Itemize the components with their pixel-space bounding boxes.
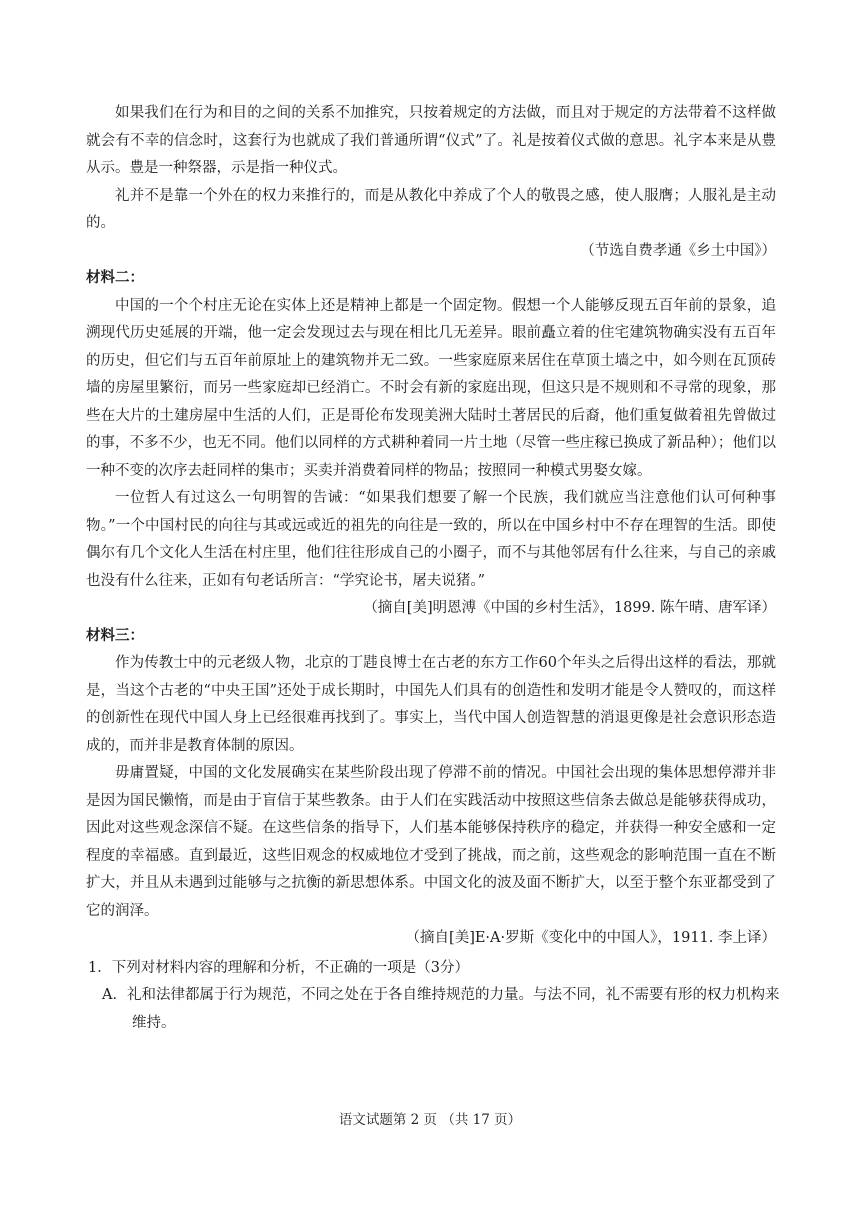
material2-source: （摘自[美]明恩溥《中国的乡村生活》，1899. 陈午晴、唐军译） [363, 600, 776, 616]
document-body [86, 100, 780, 1037]
material3-source: （摘自[美]E·A·罗斯《变化中的中国人》，1911. 李上译） [405, 930, 776, 946]
question-1-option-a: A．礼和法律都属于行为规范，不同之处在于各自维持规范的力量。与法不同，礼不需要有形的权力机构来维持。 [102, 987, 780, 1031]
question-1-stem: 1．下列对材料内容的理解和分析，不正确的一项是（3分） [88, 959, 469, 976]
page-footer: 语文试题第 2 页 （共 17 页） [338, 1112, 522, 1128]
material2-heading: 材料二： [86, 270, 144, 286]
material3-paragraph-1: 作为传教士中的元老级人物，北京的丁韪良博士在古老的东方工作60个年头之后得出这样的看法，那就是，当这个古老的“中央王国”还处于成长期时，中国先人们具有的创造性和发明才能是令人赞叹的，而这样的创新性在现代中国人身上已经很难再找到了。事实上，当代中国人创造智慧的消退更像是社会意识形态造成的，而并非是教育体制的原因。 [86, 655, 776, 754]
material2-paragraph-1: 中国的一个个村庄无论在实体上还是精神上都是一个固定物。假想一个人能够反现五百年前的景象，追溯现代历史延展的开端，他一定会发现过去与现在相比几无差异。眼前矗立着的住宅建筑物确实没有五百年的历史，但它们与五百年前原址上的建筑物并无二致。一些家庭原来居住在草顶土墙之中，如今则在瓦顶砖墙的房屋里繁衍，而另一些家庭却已经消亡。不时会有新的家庭出现，但这只是不规则和不寻常的现象，那些在大片的土建房屋中生活的人们，正是哥伦布发现美洲大陆时土著居民的后裔，他们重复做着祖先曾做过的事，不多不少，也无不同。他们以同样的方式耕种着同一片土地（尽管一些庄稼已换成了新品种）；他们以一种不变的次序去赶同样的集市；买卖并消费着同样的物品；按照同一种模式男娶女嫁。 [86, 297, 776, 479]
material2-paragraph-2: 一位哲人有过这么一句明智的告诫：“如果我们想要了解一个民族，我们就应当注意他们认可何种事物。”一个中国村民的向往与其或远或近的祖先的向往是一致的，所以在中国乡村中不存在理智的生活。即使偶尔有几个文化人生活在村庄里，他们往往形成自己的小圈子，而不与其他邻居有什么往来，与自己的亲戚也没有什么往来，正如有句老话所言：“学究论书，屠夫说猪。” [86, 490, 776, 589]
material1-paragraph-1: 如果我们在行为和目的之间的关系不加推究，只按着规定的方法做，而且对于规定的方法带着不这样做就会有不幸的信念时，这套行为也就成了我们普通所谓“仪式”了。礼是按着仪式做的意思。礼字本来是从豊从示。豊是一种祭器，示是指一种仪式。 [86, 105, 776, 176]
material1-paragraph-2: 礼并不是靠一个外在的权力来推行的，而是从教化中养成了个人的敬畏之感，使人服膺；人服礼是主动的。 [86, 187, 776, 231]
material3-paragraph-2: 毋庸置疑，中国的文化发展确实在某些阶段出现了停滞不前的情况。中国社会出现的集体思想停滞并非是因为国民懒惰，而是由于盲信于某些教条。由于人们在实践活动中按照这些信条去做总是能够获得成功，因此对这些观念深信不疑。在这些信条的指导下，人们基本能够保持秩序的稳定，并获得一种安全感和一定程度的幸福感。直到最近，这些旧观念的权威地位才受到了挑战，而之前，这些观念的影响范围一直在不断扩大，并且从未遇到过能够与之抗衡的新思想体系。中国文化的波及面不断扩大，以至于整个东亚都受到了它的润泽。 [86, 765, 776, 919]
material1-source: （节选自费孝通《乡土中国》） [580, 242, 776, 259]
material3-heading: 材料三： [86, 627, 144, 644]
